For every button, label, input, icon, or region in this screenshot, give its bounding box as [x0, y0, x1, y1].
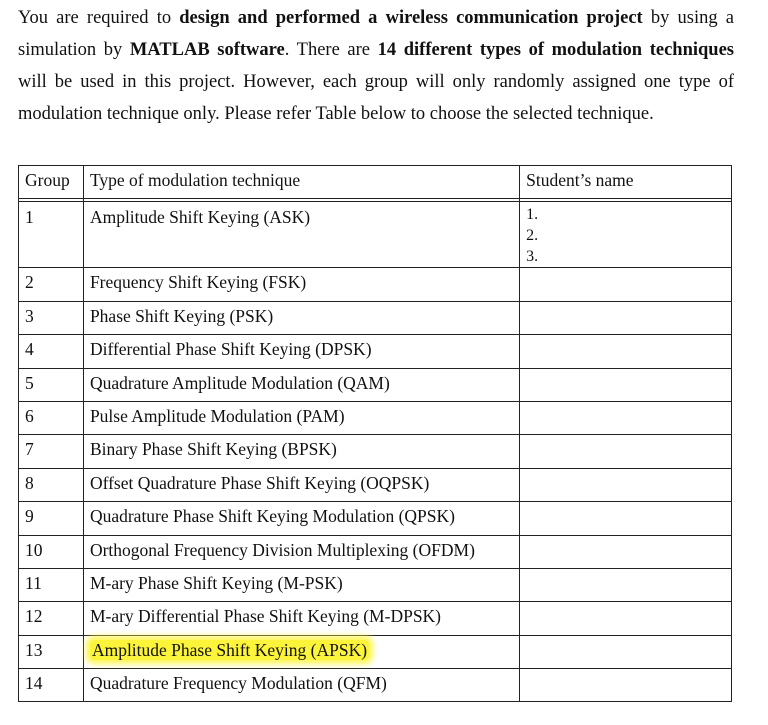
table-row: [19, 268, 732, 301]
student-names-cell: [520, 535, 732, 568]
table-row: [19, 401, 732, 434]
table-row: [19, 202, 732, 268]
technique-name: Quadrature Frequency Modulation (QFM): [83, 669, 519, 702]
table-row: [19, 669, 732, 702]
intro-text-1: You are required to: [18, 8, 180, 28]
student-names-cell: [520, 635, 732, 668]
student-names-cell: [520, 602, 732, 635]
group-number: 11: [19, 568, 84, 601]
intro-text-4: will be used in this project. However, each group will only randomly assigned one type of modulation technique only. Please refer Table below to choose the selected technique.: [18, 72, 734, 124]
group-number: 2: [19, 268, 84, 301]
student-names-cell: [520, 202, 732, 268]
table-row: [19, 535, 732, 568]
group-number: 5: [19, 368, 84, 401]
student-names-cell: [520, 268, 732, 301]
group-number: 6: [19, 401, 84, 434]
student-names-cell: [520, 468, 732, 501]
student-names-cell: [520, 502, 732, 535]
header-technique: Type of modulation technique: [83, 166, 519, 199]
group-number: 12: [19, 602, 84, 635]
student-names-cell: [520, 669, 732, 702]
intro-paragraph: [18, 2, 734, 130]
student-names-cell: [520, 568, 732, 601]
header-group: Group: [19, 166, 84, 199]
table-row: [19, 335, 732, 368]
table-row: [19, 602, 732, 635]
intro-bold-count: 14 different types of modulation techniques: [377, 40, 734, 60]
group-number: 13: [19, 635, 84, 668]
group-number: 7: [19, 435, 84, 468]
intro-text-3: . There are: [284, 40, 378, 60]
technique-name: M-ary Phase Shift Keying (M-PSK): [83, 568, 519, 601]
technique-name: Frequency Shift Keying (FSK): [83, 268, 519, 301]
table-row: [19, 502, 732, 535]
group-number: 8: [19, 468, 84, 501]
table-header-row: [19, 166, 732, 199]
student-names-cell: [520, 335, 732, 368]
table-row: [19, 368, 732, 401]
table-row: [19, 468, 732, 501]
student-slot-2: 2.: [526, 227, 539, 245]
student-names-cell: [520, 435, 732, 468]
group-number: 4: [19, 335, 84, 368]
technique-name: Amplitude Shift Keying (ASK): [83, 202, 519, 268]
table-row: [19, 568, 732, 601]
group-number: 10: [19, 535, 84, 568]
header-students: Student’s name: [520, 166, 732, 199]
technique-name: M-ary Differential Phase Shift Keying (M-DPSK): [83, 602, 519, 635]
student-slot-1: 1.: [526, 206, 539, 224]
intro-bold-project: design and performed a wireless communication project: [179, 8, 643, 28]
table-row: [19, 435, 732, 468]
technique-name-cell: [83, 635, 519, 668]
group-number: 3: [19, 301, 84, 334]
student-names-cell: [520, 401, 732, 434]
technique-name: Quadrature Amplitude Modulation (QAM): [83, 368, 519, 401]
technique-name: Phase Shift Keying (PSK): [83, 301, 519, 334]
student-slot-3: 3.: [526, 248, 539, 266]
table-row: [19, 301, 732, 334]
intro-text-2: by using a simulation by: [18, 8, 734, 60]
highlighted-technique: Amplitude Phase Shift Keying (APSK): [91, 639, 368, 660]
intro-bold-software: MATLAB software: [129, 40, 285, 60]
table-row-highlighted: [19, 635, 732, 668]
technique-name: Pulse Amplitude Modulation (PAM): [83, 401, 519, 434]
group-number: 9: [19, 502, 84, 535]
technique-name: Orthogonal Frequency Division Multiplexing (OFDM): [83, 535, 519, 568]
technique-name: Binary Phase Shift Keying (BPSK): [83, 435, 519, 468]
technique-name: Offset Quadrature Phase Shift Keying (OQPSK): [83, 468, 519, 501]
student-names-cell: [520, 368, 732, 401]
technique-name: Differential Phase Shift Keying (DPSK): [83, 335, 519, 368]
technique-name: Quadrature Phase Shift Keying Modulation (QPSK): [83, 502, 519, 535]
group-number: 1: [19, 202, 84, 268]
student-names-cell: [520, 301, 732, 334]
modulation-table: [18, 165, 732, 702]
group-number: 14: [19, 669, 84, 702]
